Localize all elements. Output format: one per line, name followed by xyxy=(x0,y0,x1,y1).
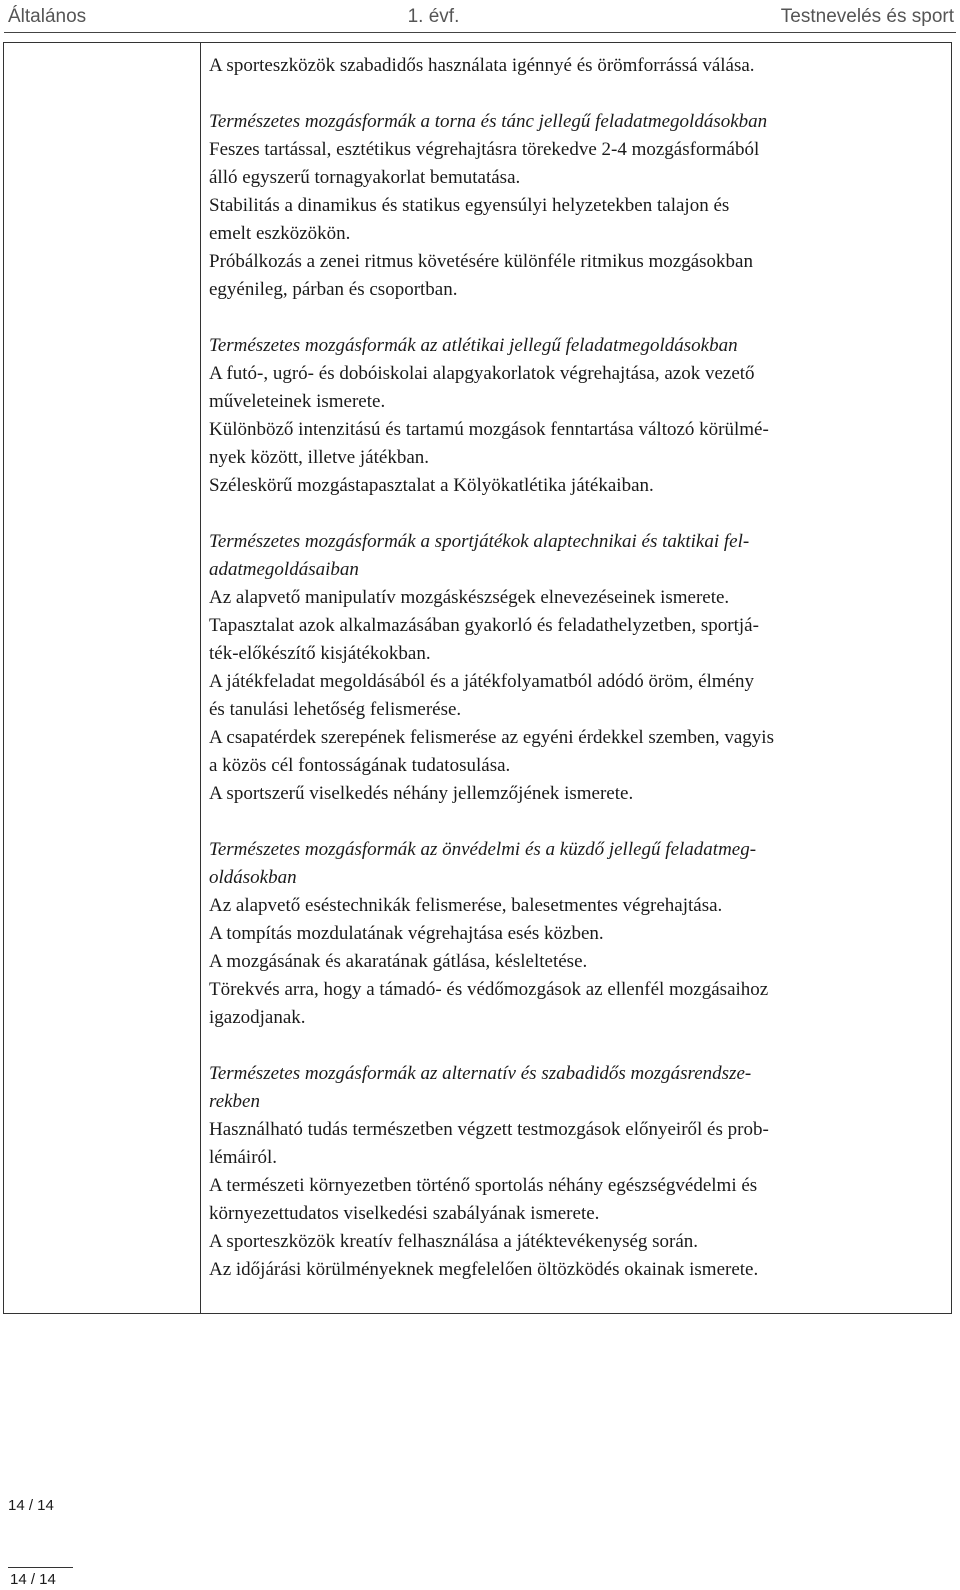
section-heading: Természetes mozgásformák a sportjátékok alaptechnikai és taktikai fel- xyxy=(209,531,750,552)
section-line: környezettudatos viselkedési szabályának ismerete. xyxy=(209,1203,600,1224)
header-divider xyxy=(4,32,956,33)
left-empty-cell xyxy=(4,43,201,1313)
section-line: és tanulási lehetőség felismerése. xyxy=(209,699,462,720)
intro-line: A sporteszközök szabadidős használata igénnyé és örömforrássá válása. xyxy=(209,55,755,76)
section-line: álló egyszerű tornagyakorlat bemutatása. xyxy=(209,167,521,188)
section-line: ték-előkészítő kisjátékokban. xyxy=(209,643,431,664)
section-heading: Természetes mozgásformák az önvédelmi és a küzdő jellegű feladatmeg- xyxy=(209,839,757,860)
outcome-section xyxy=(209,332,939,500)
outcome-section xyxy=(209,1060,939,1284)
content-table xyxy=(3,42,952,1314)
section-heading: oldásokban xyxy=(209,867,297,888)
section-heading: adatmegoldásaiban xyxy=(209,559,359,580)
section-line: Stabilitás a dinamikus és statikus egyensúlyi helyzetekben talajon és xyxy=(209,195,730,216)
section-heading: Természetes mozgásformák az atlétikai jellegű feladatmegoldásokban xyxy=(209,335,738,356)
section-heading: Természetes mozgásformák az alternatív és szabadidős mozgásrendsze- xyxy=(209,1063,752,1084)
footer-corner-page: 14 / 14 xyxy=(10,1571,56,1588)
section-line: Az alapvető eséstechnikák felismerése, balesetmentes végrehajtása. xyxy=(209,895,723,916)
section-line: a közös cél fontosságának tudatosulása. xyxy=(209,755,511,776)
section-line: A tompítás mozdulatának végrehajtása esés közben. xyxy=(209,923,604,944)
outcome-section xyxy=(209,108,939,304)
header-school-type: Általános xyxy=(8,6,87,27)
page-header xyxy=(8,6,954,28)
section-line: A játékfeladat megoldásából és a játékfolyamatból adódó öröm, élmény xyxy=(209,671,755,692)
section-line: műveleteinek ismerete. xyxy=(209,391,386,412)
section-line: Az alapvető manipulatív mozgáskészségek elnevezéseinek ismerete. xyxy=(209,587,730,608)
section-line: Próbálkozás a zenei ritmus követésére különféle ritmikus mozgásokban xyxy=(209,251,753,272)
section-line: Az időjárási körülményeknek megfelelően öltözködés okainak ismerete. xyxy=(209,1259,759,1280)
section-line: Széleskörű mozgástapasztalat a Kölyökatlétika játékaiban. xyxy=(209,475,654,496)
section-line: Törekvés arra, hogy a támadó- és védőmozgások az ellenfél mozgásaihoz xyxy=(209,979,769,1000)
section-line: A sportszerű viselkedés néhány jellemzőjének ismerete. xyxy=(209,783,634,804)
section-line: A csapatérdek szerepének felismerése az egyéni érdekkel szemben, vagyis xyxy=(209,727,774,748)
header-subject: Testnevelés és sport xyxy=(780,6,954,27)
outcome-section xyxy=(209,528,939,808)
section-line: A sporteszközök kreatív felhasználása a játéktevékenység során. xyxy=(209,1231,699,1252)
sections-container xyxy=(209,108,939,1284)
header-grade: 1. évf. xyxy=(407,6,460,27)
footer-divider xyxy=(8,1567,73,1568)
section-line: emelt eszközökön. xyxy=(209,223,351,244)
section-heading: rekben xyxy=(209,1091,260,1112)
section-line: Tapasztalat azok alkalmazásában gyakorló és feladathelyzetben, sportjá- xyxy=(209,615,759,636)
section-line: egyénileg, párban és csoportban. xyxy=(209,279,458,300)
section-heading: Természetes mozgásformák a torna és tánc jellegű feladatmegoldásokban xyxy=(209,111,768,132)
outcomes-cell xyxy=(209,52,939,1284)
outcome-section xyxy=(209,836,939,1032)
section-line: Különböző intenzitású és tartamú mozgások fenntartása változó körülmé- xyxy=(209,419,769,440)
page-number: 14 / 14 xyxy=(8,1497,54,1514)
section-line: igazodjanak. xyxy=(209,1007,306,1028)
section-line: A természeti környezetben történő sportolás néhány egészségvédelmi és xyxy=(209,1175,758,1196)
section-line: A futó-, ugró- és dobóiskolai alapgyakorlatok végrehajtása, azok vezető xyxy=(209,363,755,384)
section-line: nyek között, illetve játékban. xyxy=(209,447,430,468)
section-line: lémáiról. xyxy=(209,1147,278,1168)
section-line: Használható tudás természetben végzett testmozgások előnyeiről és prob- xyxy=(209,1119,769,1140)
section-line: A mozgásának és akaratának gátlása, késleltetése. xyxy=(209,951,588,972)
section-line: Feszes tartással, esztétikus végrehajtásra törekedve 2-4 mozgásformából xyxy=(209,139,760,160)
